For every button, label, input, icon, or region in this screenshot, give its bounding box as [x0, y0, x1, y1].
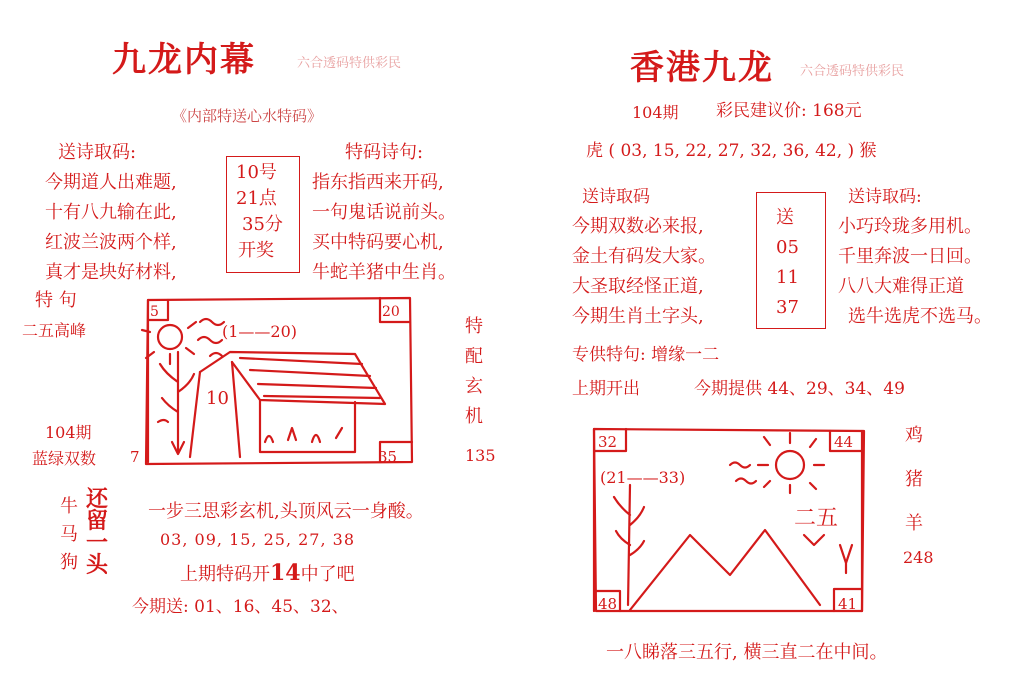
box-line: 05 — [776, 237, 799, 258]
poem-line: 今期双数必来报, — [572, 216, 704, 237]
side-char: 猪 — [905, 469, 923, 490]
stay-char: 头 — [86, 552, 109, 578]
right-side-number: 248 — [903, 548, 934, 567]
right-subtitle: 六合透码特供彩民 — [800, 64, 905, 79]
left-inner-title: 《内部特送心水特码》 — [172, 107, 323, 125]
stay-char: 留 — [86, 508, 109, 534]
sketch-bl-number: 48 — [598, 595, 618, 613]
box-line: 送 — [776, 207, 794, 228]
sketch-tl-number: 5 — [150, 304, 159, 320]
left-tejue-label: 特 句 — [35, 290, 77, 311]
poem-line: 十有八九输在此, — [45, 202, 177, 223]
left-numbers: 03, 09, 15, 25, 27, 38 — [160, 530, 356, 549]
left-side-right — [465, 312, 483, 432]
sketch-mid-number: 10 — [206, 388, 229, 409]
sketch-tl-number: 32 — [598, 433, 618, 451]
right-special-line: 专供特句: 增缘一二 — [572, 345, 720, 365]
box-line: 10号 — [236, 162, 277, 183]
poem-line: 指东指西来开码, — [312, 172, 444, 193]
poem-line: 今期生肖土字头, — [572, 306, 704, 327]
left-stay-chars — [86, 488, 108, 576]
right-box-numbers — [776, 203, 799, 323]
right-poem-right — [838, 212, 992, 332]
left-line1: 一步三思彩玄机,头顶风云一身酸。 — [148, 501, 424, 522]
poem-line: 八八大难得正道 — [838, 276, 964, 297]
right-title: 香港九龙 — [630, 48, 774, 88]
right-side-zodiac — [905, 414, 923, 546]
sketch-tr-number: 20 — [382, 304, 400, 320]
side-char: 配 — [465, 346, 483, 367]
side-char: 玄 — [465, 376, 483, 397]
sketch-arrow-label: (1——20) — [222, 322, 298, 341]
right-poem-header-right: 送诗取码: — [848, 187, 922, 207]
right-period: 104期 — [632, 103, 679, 122]
left-poem-right — [312, 168, 456, 288]
poem-line: 选牛选虎不选马。 — [848, 306, 992, 327]
last-period-prefix: 上期特码开 — [180, 564, 270, 585]
sketch-bl-number: 7 — [130, 448, 140, 466]
right-price: 彩民建议价: 168元 — [716, 101, 862, 121]
left-side-number: 135 — [465, 446, 496, 465]
poem-line: 买中特码要心机, — [312, 232, 444, 253]
right-bottom-line: 一八睇落三五行, 横三直二在中间。 — [606, 642, 888, 663]
zodiac-char: 马 — [60, 524, 78, 545]
poem-line: 红波兰波两个样, — [45, 232, 177, 253]
left-period-desc: 蓝绿双数 — [32, 449, 97, 468]
right-tiger-line: 虎 ( 03, 15, 22, 27, 32, 36, 42, ) 猴 — [586, 141, 877, 161]
side-char: 羊 — [905, 513, 923, 534]
left-last-period — [180, 560, 355, 586]
left-poem-header-right: 特码诗句: — [345, 142, 424, 163]
left-tejue-value: 二五高峰 — [22, 321, 87, 340]
poem-line: 千里奔波一日回。 — [838, 246, 982, 267]
right-sketch — [590, 425, 870, 615]
right-poem-header-left: 送诗取码 — [582, 187, 650, 207]
box-line: 21点 — [236, 188, 277, 209]
sketch-arrow-label: (21——33) — [600, 468, 686, 487]
zodiac-char: 狗 — [60, 552, 78, 573]
side-char: 特 — [465, 316, 483, 337]
left-title: 九龙内幕 — [112, 40, 256, 80]
box-line: 37 — [776, 297, 799, 318]
poem-line: 金土有码发大家。 — [572, 246, 716, 267]
right-last-label: 上期开出 — [572, 379, 640, 399]
stay-char: 还 — [86, 486, 109, 512]
zodiac-char: 牛 — [60, 496, 78, 517]
left-poem-left — [45, 168, 177, 288]
left-zodiac — [60, 493, 78, 577]
poem-line: 小巧玲珑多用机。 — [838, 216, 982, 237]
left-subtitle: 六合透码特供彩民 — [297, 56, 402, 71]
side-char: 鸡 — [905, 425, 923, 446]
sketch-tr-number: 44 — [834, 433, 854, 451]
left-draw-time — [236, 160, 283, 264]
poem-line: 大圣取经怪正道, — [572, 276, 704, 297]
sketch-br-number: 41 — [838, 595, 858, 613]
last-period-number: 14 — [270, 560, 301, 586]
left-poem-header-left: 送诗取码: — [58, 142, 137, 163]
left-this-period: 今期送: 01、16、45、32、 — [132, 597, 349, 617]
poem-line: 牛蛇羊猪中生肖。 — [312, 262, 456, 283]
sketch-mid-label: 二五 — [794, 506, 839, 531]
poem-line: 真才是块好材料, — [45, 262, 177, 283]
box-line: 开奖 — [238, 240, 274, 261]
right-this-provide: 今期提供 44、29、34、49 — [694, 379, 905, 399]
box-line: 11 — [776, 267, 799, 288]
box-line: 35分 — [242, 214, 283, 235]
poem-line: 一句鬼话说前头。 — [312, 202, 456, 223]
sketch-br-number: 35 — [378, 448, 398, 466]
stay-char: 一 — [86, 530, 109, 556]
right-poem-left — [572, 212, 716, 332]
left-period: 104期 — [45, 423, 92, 442]
last-period-suffix: 中了吧 — [300, 564, 355, 585]
poem-line: 今期道人出难题, — [45, 172, 177, 193]
left-sketch — [130, 292, 415, 467]
side-char: 机 — [465, 406, 483, 427]
